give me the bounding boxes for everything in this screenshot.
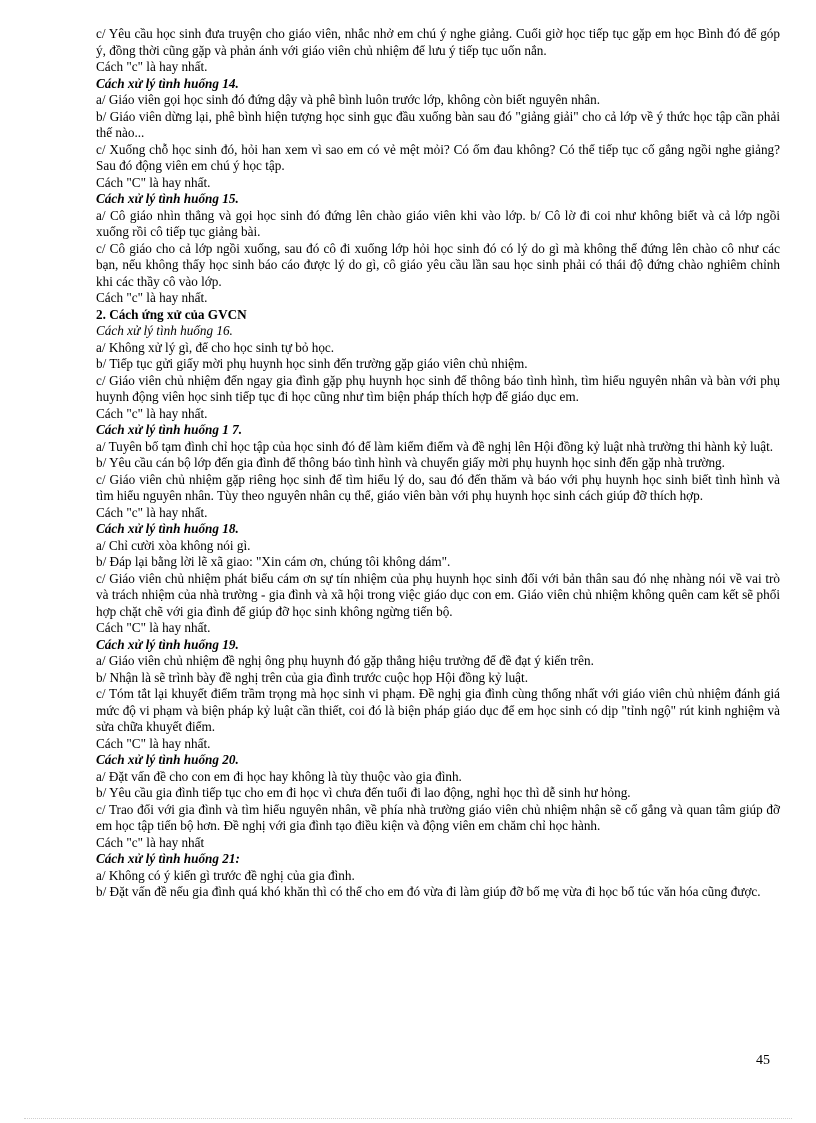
- section-heading: Cách xử lý tình huống 18.: [96, 521, 239, 536]
- paragraph: Cách "c" là hay nhất: [96, 834, 205, 850]
- section-heading: Cách xử lý tình huống 21:: [96, 851, 240, 866]
- paragraph: b/ Yêu cầu gia đình tiếp tục cho em đi học vì chưa đến tuổi đi lao động, nghỉ học thì dễ sinh hư hỏng.: [96, 785, 631, 800]
- paragraph: c/ Yêu cầu học sinh đưa truyện cho giáo viên, nhắc nhở em chú ý nghe giảng. Cuối giờ học tiếp tục gặp em học Bình đó để góp ý, đồng thời cũng gặp và phản ánh với giáo viên chủ nhiệm để lưu ý tiếp tục uốn nắn.: [96, 26, 780, 58]
- paragraph: a/ Không có ý kiến gì trước đề nghị của gia đình.: [96, 867, 355, 883]
- paragraph: Cách "c" là hay nhất.: [96, 405, 208, 421]
- section-heading: Cách xử lý tình huống 16.: [96, 323, 233, 338]
- paragraph: a/ Tuyên bố tạm đình chỉ học tập của học sinh đó để làm kiểm điểm và đề nghị lên Hội đồng kỷ luật nhà trường thi hành kỷ luật.: [96, 438, 774, 454]
- paragraph: c/ Giáo viên chủ nhiệm phát biểu cám ơn sự tín nhiệm của phụ huynh học sinh đối với bản thân sau đó nhẹ nhàng nói về vai trò và trách nhiệm của nhà trường - gia đình và xã hội trong việc giáo dục con em. Giáo viên chủ nhiệm không quên cam kết sẽ phối hợp chặt chẽ với gia đình để giúp đỡ học sinh không ngừng tiến bộ.: [96, 570, 780, 619]
- page-bottom-border: [24, 1118, 792, 1119]
- paragraph: b/ Yêu cầu cán bộ lớp đến gia đình để thông báo tình hình và chuyển giấy mời phụ huynh học sinh đến gặp nhà trường.: [96, 455, 725, 470]
- section-heading: Cách xử lý tình huống 20.: [96, 752, 239, 767]
- chapter-heading: 2. Cách ứng xử của GVCN: [96, 306, 247, 322]
- paragraph: c/ Xuống chỗ học sinh đó, hỏi han xem vì sao em có vẻ mệt mỏi? Có ốm đau không? Có thể tiếp tục cố gắng ngồi nghe giảng? Sau đó động viên em chú ý học tập.: [96, 141, 780, 173]
- paragraph: c/ Giáo viên chủ nhiệm đến ngay gia đình gặp phụ huynh học sinh để thông báo tình hình, tìm hiểu nguyên nhân và bàn với phụ huynh động viên học sinh tiếp tục đi học cũng như tìm biện pháp thích hợp để giáo dục em.: [96, 372, 780, 404]
- paragraph: a/ Cô giáo nhìn thẳng và gọi học sinh đó đứng lên chào giáo viên khi vào lớp. b/ Cô lờ đi coi như không biết và cả lớp ngồi xuống rồi cô tiếp tục giảng bài.: [96, 207, 780, 239]
- paragraph: Cách "c" là hay nhất.: [96, 290, 208, 305]
- section-heading: Cách xử lý tình huống 14.: [96, 75, 239, 91]
- paragraph: c/ Cô giáo cho cả lớp ngồi xuống, sau đó cô đi xuống lớp hỏi học sinh đó có lý do gì mà không thể đứng lên chào cô như các bạn, nếu không thấy học sinh báo cáo được lý do gì, cô giáo yêu cầu lần sau học sinh phải có thái độ đứng chào nghiêm chỉnh khi các thầy cô vào lớp.: [96, 240, 780, 289]
- paragraph: Cách "c" là hay nhất.: [96, 504, 208, 520]
- paragraph: a/ Chỉ cười xòa không nói gì.: [96, 537, 251, 553]
- paragraph: c/ Giáo viên chủ nhiệm gặp riêng học sinh để tìm hiểu lý do, sau đó đến thăm và báo với phụ huynh học sinh biết tình hình và tìm hiểu nguyên nhân. Tùy theo nguyên nhân cụ thể, giáo viên bàn với phụ huynh học sinh cách giúp đỡ thích hợp.: [96, 471, 780, 503]
- paragraph: b/ Đáp lại bằng lời lẽ xã giao: "Xin cám ơn, chúng tôi không dám".: [96, 554, 451, 569]
- paragraph: Cách "c" là hay nhất.: [96, 59, 208, 74]
- paragraph: c/ Tóm tắt lại khuyết điểm trầm trọng mà học sinh vi phạm. Đề nghị gia đình cùng thống nhất với giáo viên chủ nhiệm đánh giá mức độ vi phạm và biện pháp kỷ luật cần thiết, coi đó là biện pháp giáo dục để em học sinh có dịp "tỉnh ngộ" rút kinh nghiệm và sửa chữa khuyết điểm.: [96, 686, 780, 734]
- section-heading: Cách xử lý tình huống 1 7.: [96, 422, 243, 437]
- section-heading: Cách xử lý tình huống 19.: [96, 636, 239, 652]
- paragraph: c/ Trao đổi với gia đình và tìm hiểu nguyên nhân, về phía nhà trường giáo viên chủ nhiệm nhận sẽ cố gắng và quan tâm giúp đỡ em học tập tiến bộ hơn. Đề nghị với gia đình tạo điều kiện và động viên em chăm chỉ học hành.: [96, 801, 780, 833]
- paragraph: a/ Giáo viên gọi học sinh đó đứng dậy và phê bình luôn trước lớp, không còn biết nguyên nhân.: [96, 92, 601, 107]
- page-number: 45: [756, 1053, 770, 1068]
- paragraph: a/ Giáo viên chủ nhiệm đề nghị ông phụ huynh đó gặp thẳng hiệu trưởng để đề đạt ý kiến trên.: [96, 653, 594, 668]
- paragraph: b/ Tiếp tục gửi giấy mời phụ huynh học sinh đến trường gặp giáo viên chủ nhiệm.: [96, 356, 528, 371]
- paragraph: b/ Giáo viên dừng lại, phê bình hiện tượng học sinh gục đầu xuống bàn sau đó "giảng giải" cho cả lớp về ý thức học tập cần phải thế nào...: [96, 108, 780, 140]
- paragraph: Cách "C" là hay nhất.: [96, 735, 211, 751]
- paragraph: b/ Đặt vấn đề nếu gia đình quá khó khăn thì có thể cho em đó vừa đi làm giúp đỡ bố mẹ vừa đi học bổ túc văn hóa cũng được.: [96, 884, 761, 899]
- section-heading: Cách xử lý tình huống 15.: [96, 191, 239, 206]
- paragraph: a/ Không xử lý gì, để cho học sinh tự bỏ học.: [96, 339, 335, 355]
- document-body: [96, 26, 780, 901]
- paragraph: b/ Nhận là sẽ trình bày đề nghị trên của gia đình trước cuộc họp Hội đồng kỷ luật.: [96, 669, 528, 685]
- paragraph: Cách "C" là hay nhất.: [96, 174, 211, 190]
- paragraph: a/ Đặt vấn đề cho con em đi học hay không là tùy thuộc vào gia đình.: [96, 768, 462, 784]
- paragraph: Cách "C" là hay nhất.: [96, 620, 211, 635]
